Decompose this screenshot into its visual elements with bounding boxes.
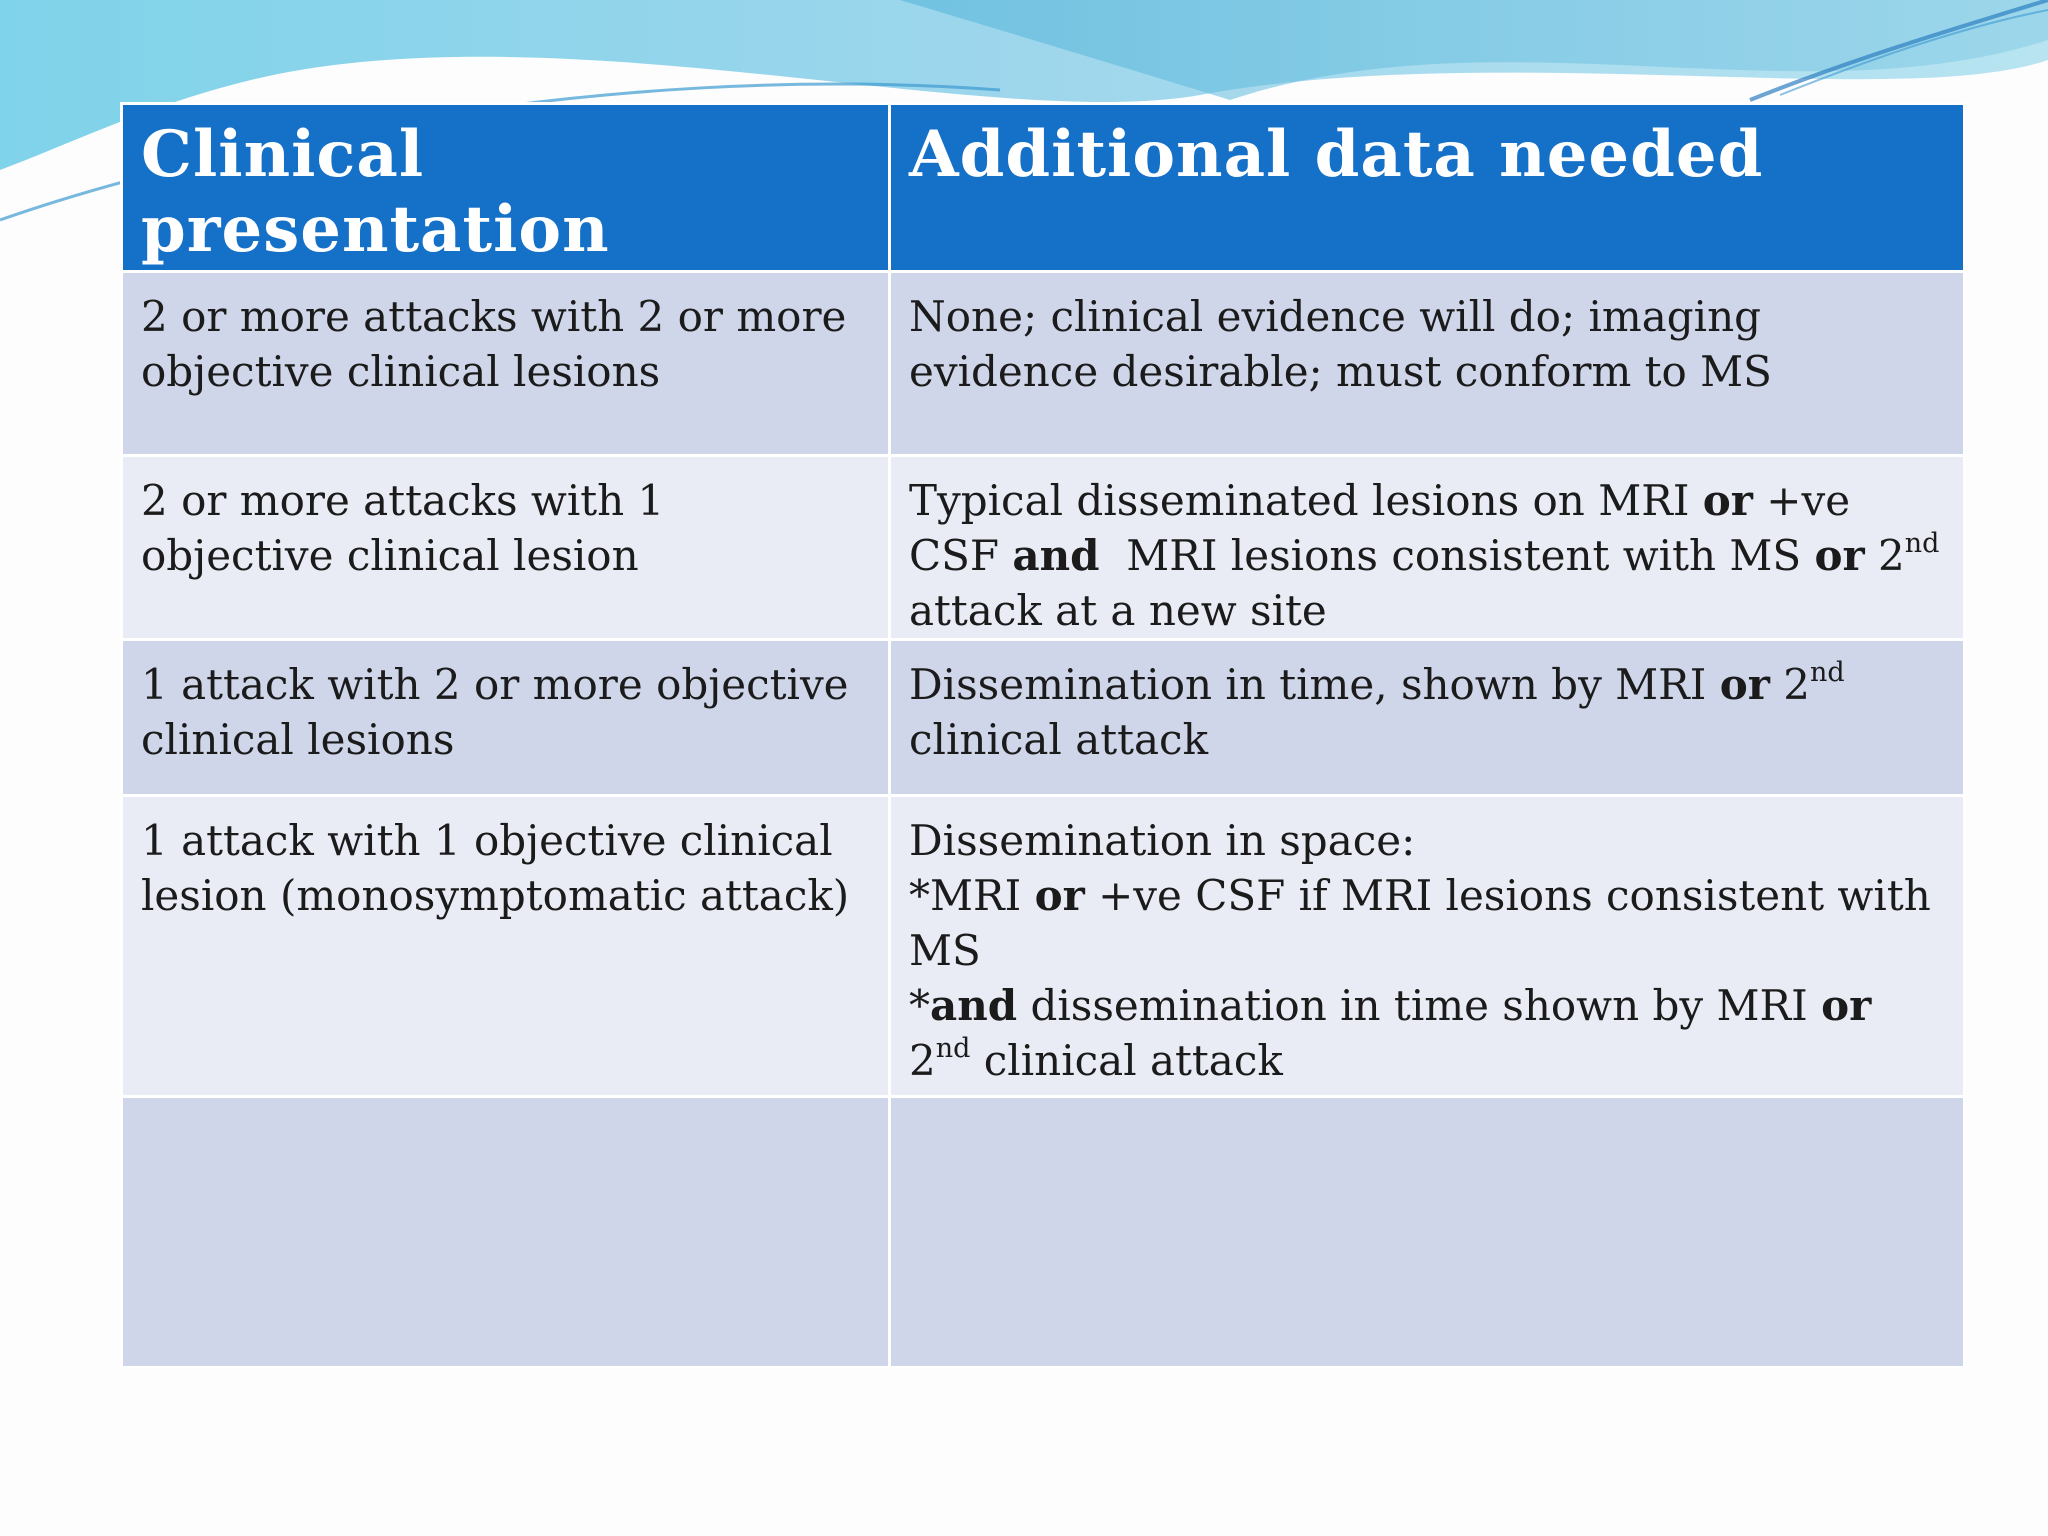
- data-needed-cell: Typical disseminated lesions on MRI or +ve CSF and MRI lesions consistent with MS or 2nd attack at a new site: [890, 456, 1965, 640]
- presentation-cell-empty: [122, 1097, 890, 1368]
- presentation-cell: 2 or more attacks with 1 objective clinical lesion: [122, 456, 890, 640]
- table-row-empty: [122, 1097, 1965, 1368]
- table-header-row: [122, 104, 1965, 272]
- presentation-cell: 1 attack with 2 or more objective clinical lesions: [122, 640, 890, 796]
- table-row: [122, 640, 1965, 796]
- data-needed-cell: Dissemination in time, shown by MRI or 2nd clinical attack: [890, 640, 1965, 796]
- table-row: [122, 456, 1965, 640]
- table-row: [122, 272, 1965, 456]
- table-row: [122, 796, 1965, 1097]
- presentation-cell: 2 or more attacks with 2 or more objective clinical lesions: [122, 272, 890, 456]
- header-additional-data-needed: Additional data needed: [890, 104, 1965, 272]
- ms-diagnosis-table: [120, 102, 1966, 1369]
- header-clinical-presentation: Clinical presentation: [122, 104, 890, 272]
- data-needed-cell-empty: [890, 1097, 1965, 1368]
- data-needed-cell: None; clinical evidence will do; imaging evidence desirable; must conform to MS: [890, 272, 1965, 456]
- presentation-cell: 1 attack with 1 objective clinical lesion (monosymptomatic attack): [122, 796, 890, 1097]
- data-needed-cell: Dissemination in space: *MRI or +ve CSF if MRI lesions consistent with MS *and dissemination in time shown by MRI or 2nd clinical attack: [890, 796, 1965, 1097]
